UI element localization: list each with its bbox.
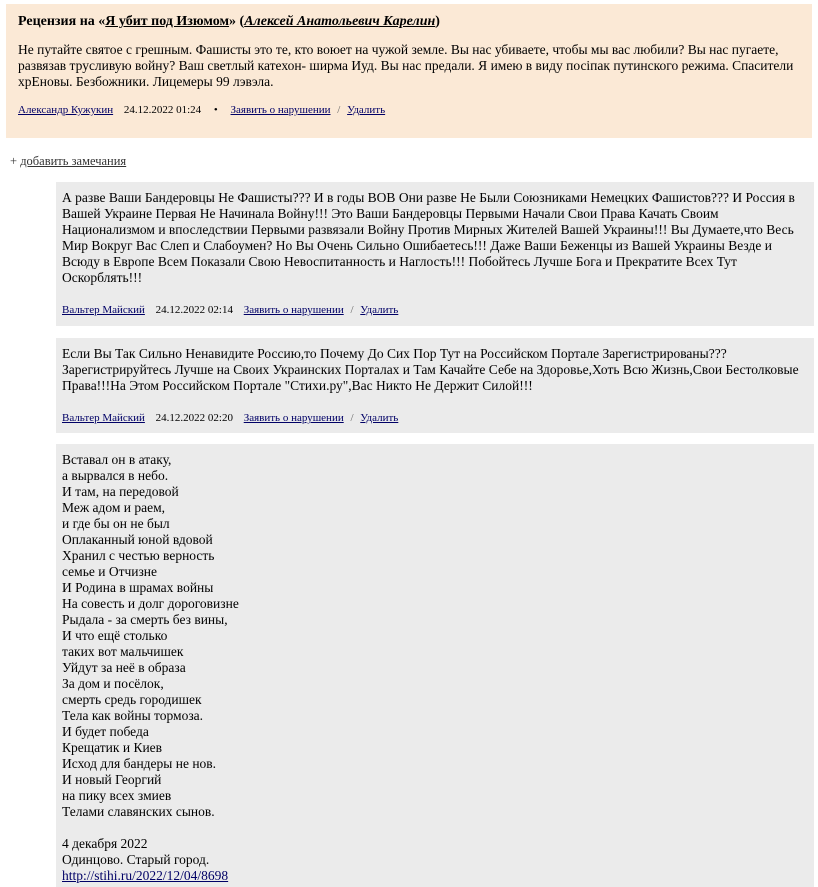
- poem-line: смерть средь городишек: [62, 692, 202, 707]
- poem: [62, 452, 808, 884]
- poem-line: И там, на передовой: [62, 484, 179, 499]
- title-mid: » (: [229, 14, 245, 29]
- poem-line: Тела как войны тормоза.: [62, 708, 204, 723]
- poem-line: И Родина в шрамах войны: [62, 580, 214, 595]
- review-date: 24.12.2022 01:24: [123, 104, 202, 116]
- poem-line: Меж адом и раем,: [62, 500, 166, 515]
- comment: [56, 444, 814, 887]
- report-violation-link[interactable]: Заявить о нарушении: [243, 412, 344, 424]
- comment-author-link[interactable]: Вальтер Майский: [62, 304, 145, 316]
- review-author-link[interactable]: Александр Кужукин: [18, 104, 114, 116]
- comment-meta: [62, 412, 808, 424]
- poem-line: Оплаканный юной вдовой: [62, 532, 213, 547]
- poem-line: И что ещё столько: [62, 628, 168, 643]
- work-title-link[interactable]: Я убит под Изюмом: [105, 14, 230, 29]
- poem-line: Хранил с честью верность: [62, 548, 215, 563]
- poem-line: Рыдала - за смерть без вины,: [62, 612, 228, 627]
- poem-line: Телами славянских сынов.: [62, 804, 215, 819]
- poem-source-link[interactable]: http://stihi.ru/2022/12/04/8698: [62, 868, 229, 883]
- plus-icon: +: [10, 154, 18, 168]
- meta-separator: /: [337, 104, 341, 116]
- poem-line: Исход для бандеры не нов.: [62, 756, 217, 771]
- review-text: Не путайте святое с грешным. Фашисты это те, кто воюет на чужой земле. Вы нас убиваете, чтобы мы вас любили? Вы нас пугаете, развязав трусливую войну? Ваш светлый катехон- ширма Иуд. Вы нас предали. Я имею в виду посіпак путинского режима. Спасители хрЕновы. Безбожники. Лицемеры 99 лэвэла.: [18, 42, 794, 89]
- delete-link[interactable]: Удалить: [360, 304, 399, 316]
- poem-spacer: [62, 820, 808, 836]
- work-author-link[interactable]: Алексей Анатольевич Карелин: [244, 14, 436, 29]
- poem-line: Крещатик и Киев: [62, 740, 163, 755]
- comment-author-link[interactable]: Вальтер Майский: [62, 412, 145, 424]
- delete-link[interactable]: Удалить: [347, 104, 386, 116]
- report-violation-link[interactable]: Заявить о нарушении: [230, 104, 331, 116]
- title-prefix: Рецензия на «: [18, 14, 106, 29]
- report-violation-link[interactable]: Заявить о нарушении: [243, 304, 344, 316]
- poem-line: семье и Отчизне: [62, 564, 158, 579]
- poem-date: 4 декабря 2022: [62, 836, 148, 851]
- add-remark-link[interactable]: добавить замечания: [20, 154, 127, 168]
- poem-line: таких вот мальчишек: [62, 644, 184, 659]
- comment-text: Если Вы Так Сильно Ненавидите Россию,то Почему До Сих Пор Тут на Российском Портале Зарегистрированы??? Зарегистрируйтесь Лучше на Своих Украинских Порталах и Там Качайте Себе на Здоровье,Хоть Всю Жизнь,Свои Бестолковые Права!!!На Этом Российском Портале "Стихи.ру",Вас Никто Не Держит Силой!!!: [62, 346, 799, 393]
- poem-line: а вырвался в небо.: [62, 468, 169, 483]
- review-block: [6, 4, 812, 138]
- poem-line: Уйдут за неё в образа: [62, 660, 186, 675]
- review-title: [18, 14, 800, 30]
- poem-line: За дом и посёлок,: [62, 676, 164, 691]
- add-remark: [10, 154, 126, 169]
- poem-line: и где бы он не был: [62, 516, 170, 531]
- comment-date: 24.12.2022 02:14: [155, 304, 233, 316]
- comment: [56, 338, 814, 433]
- poem-line: И будет победа: [62, 724, 149, 739]
- meta-separator: /: [350, 412, 354, 424]
- poem-place: Одинцово. Старый город.: [62, 852, 210, 867]
- poem-line: на пику всех змиев: [62, 788, 172, 803]
- meta-separator: /: [350, 304, 354, 316]
- comment-date: 24.12.2022 02:20: [155, 412, 233, 424]
- title-suffix: ): [435, 14, 440, 29]
- review-meta: [18, 104, 800, 116]
- meta-bullet: •: [213, 104, 218, 116]
- comment-meta: [62, 304, 808, 316]
- poem-line: На совесть и долг дороговизне: [62, 596, 239, 611]
- poem-line: Вставал он в атаку,: [62, 452, 172, 467]
- delete-link[interactable]: Удалить: [360, 412, 399, 424]
- comment: [56, 182, 814, 326]
- comment-text: А разве Ваши Бандеровцы Не Фашисты??? И в годы ВОВ Они разве Не Были Союзниками Немецких Фашистов??? И Россия в Вашей Украине Первая Не Начинала Войну!!! Это Ваши Бандеровцы Первыми Начали Свои Права Качать Своим Национализмом и впоследствии Первыми развязали Войну Против Мирных Жителей Вашей Украины!!! Вы Думаете,что Весь Мир Вокруг Вас Слеп и Слабоумен? Но Вы Очень Сильно Ошибаетесь!!! Даже Ваши Беженцы из Вашей Украины Везде и Всюду в Европе Всем Показали Свою Невоспитанность и Наглость!!! Побойтесь Лучше Бога и Прекратите Всех Тут Оскорблять!!!: [62, 190, 795, 285]
- poem-line: И новый Георгий: [62, 772, 162, 787]
